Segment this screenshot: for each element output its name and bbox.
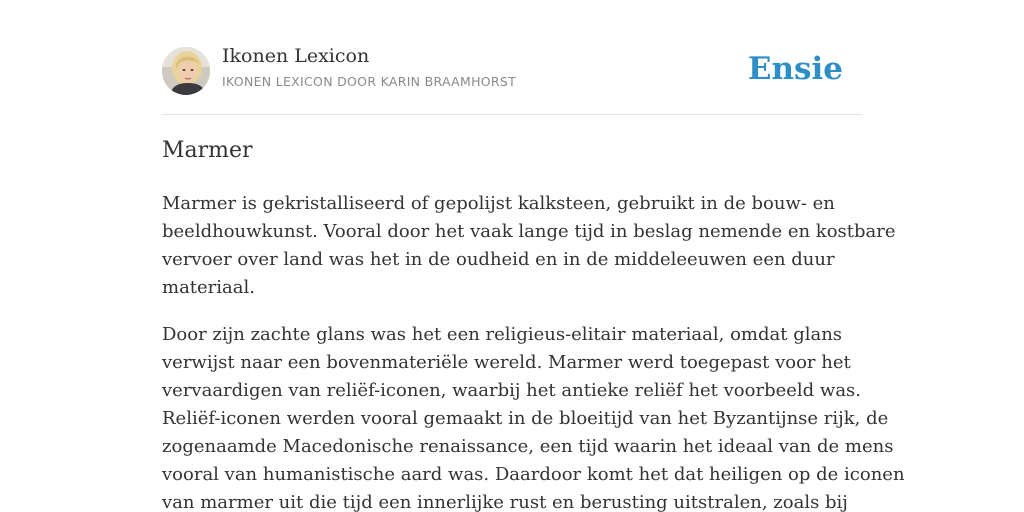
article-title: Marmer [162, 138, 253, 163]
brand-logo[interactable]: Ensie [747, 51, 843, 87]
paragraph-line: Reliëf-iconen werden vooral gemaakt in de bloeitijd van het Byzantijnse rijk, de [162, 408, 889, 429]
header [162, 0, 862, 115]
paragraph-line: vervaardigen van reliëf-iconen, waarbij het antieke reliëf het voorbeeld was. [162, 380, 862, 401]
article-paragraph [162, 190, 896, 302]
paragraph-line: materiaal. [162, 277, 255, 298]
avatar[interactable] [162, 47, 210, 95]
paragraph-line: van marmer uit die tijd een innerlijke rust en berusting uitstralen, zoals bij [162, 492, 848, 512]
article-paragraph [162, 321, 905, 512]
paragraph-line: verwijst naar een bovenmateriële wereld. Marmer werd toegepast voor het [162, 352, 851, 373]
paragraph-line: zogenaamde Macedonische renaissance, een tijd waarin het ideaal van de mens [162, 436, 894, 457]
paragraph-line: Door zijn zachte glans was het een religieus-elitair materiaal, omdat glans [162, 324, 843, 345]
paragraph-line: Marmer is gekristalliseerd of gepolijst kalksteen, gebruikt in de bouw- en [162, 193, 835, 214]
paragraph-line: beeldhouwkunst. Vooral door het vaak lange tijd in beslag nemende en kostbare [162, 221, 896, 242]
paragraph-line: vervoer over land was het in de oudheid en in de middeleeuwen een duur [162, 249, 835, 270]
article-body [162, 190, 905, 512]
avatar-image [162, 47, 210, 95]
lexicon-subtitle[interactable]: IKONEN LEXICON DOOR KARIN BRAAMHORST [222, 74, 517, 89]
lexicon-title[interactable]: Ikonen Lexicon [222, 45, 370, 67]
paragraph-line: vooral van humanistische aard was. Daardoor komt het dat heiligen op de iconen [162, 464, 905, 485]
